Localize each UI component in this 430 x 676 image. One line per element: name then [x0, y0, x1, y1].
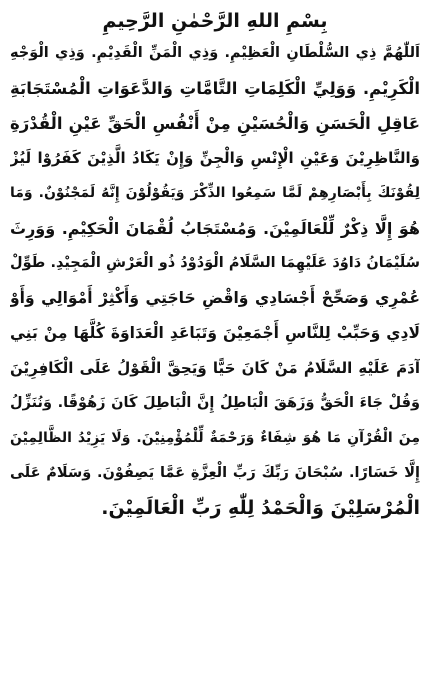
text-line-6: هُوَ إِلَّا ذِكْرٌ لِّلْعَالَمِيْنَ. وَمُسْتَجَابُ لُقْمَانَ الْحَكِيْمِ. وَوَرِثَ [10, 219, 420, 238]
text-line-1: اَللّٰهُمَّ ذِي السُّلْطَانِ الْعَظِيْمِ. وَذِي الْمَنِّ الْقَدِيْمِ. وَذِي الْوَجْهِ [10, 45, 420, 61]
text-line-5: لِقُوْنَكَ بِأَبْصَارِهِمْ لَمَّا سَمِعُوا الذِّكْرَ وَيَقُوْلُوْنَ إِنَّهُ لَمَجْنُوْنٌ. وَمَا [10, 185, 420, 201]
prayer-text [10, 36, 420, 526]
text-line-7: سُلَيْمَانُ دَاوُدَ عَلَيْهِمَا السَّلَامُ الْوَدُوْدُ ذُو الْعَرْشِ الْمَجِيْدِ. طَوِّلْ [10, 255, 420, 271]
basmala-heading: بِسْمِ اللهِ الرَّحْمٰنِ الرَّحِيمِ [102, 10, 328, 32]
text-line-8: عُمْرِي وَصَحِّحْ أَجْسَادِي وَاقْضِ حَاجَتِي وَأَكْثِرْ أَمْوَالِي وَأَوْ [10, 289, 420, 307]
text-line-4: وَالنَّاظِرِيْنَ وَعَيْنِ الْإِنْسِ وَالْجِنِّ وَإِنْ يَكَادُ الَّذِيْنَ كَفَرُوْا لَيُزْ [10, 149, 420, 167]
text-line-3: عَاقِلِ الْحَسَنِ وَالْحُسَيْنِ مِنْ أَنْفُسِ الْحَقِّ عَيْنِ الْقُدْرَةِ [10, 114, 420, 133]
text-line-2: الْكَرِيْمِ. وَوَلِيِّ الْكَلِمَاتِ التَّامَّاتِ وَالدَّعَوَاتِ الْمُسْتَجَابَةِ [10, 79, 420, 98]
text-line-13: إِلَّا خَسَارًا. سُبْحَانَ رَبِّكَ رَبِّ الْعِزَّةِ عَمَّا يَصِفُوْنَ. وَسَلَامٌ عَلَى [10, 465, 420, 481]
text-line-12: مِنَ الْقُرْآنِ مَا هُوَ شِفَاءٌ وَرَحْمَةٌ لِّلْمُؤْمِنِيْنَ. وَلَا يَزِيْدُ الظَّالِمِيْنَ [10, 430, 420, 446]
text-line-10: آدَمَ عَلَيْهِ السَّلَامُ مَنْ كَانَ حَيًّا وَيَحِقَّ الْقَوْلُ عَلَى الْكَافِرِيْنَ [10, 359, 420, 377]
text-line-9: لَادِي وَحَبِّبْ لِلنَّاسِ أَجْمَعِيْنَ وَتَبَاعَدِ الْعَدَاوَةَ كُلَّهَا مِنْ بَنِي [10, 324, 420, 342]
text-line-11: وَقُلْ جَاءَ الْحَقُّ وَزَهَقَ الْبَاطِلُ إِنَّ الْبَاطِلَ كَانَ زَهُوْقًا. وَنُنَزِّلُ [10, 395, 420, 411]
text-line-14: الْمُرْسَلِيْنَ وَالْحَمْدُ لِلّٰهِ رَبِّ الْعَالَمِيْنَ. [101, 497, 420, 519]
